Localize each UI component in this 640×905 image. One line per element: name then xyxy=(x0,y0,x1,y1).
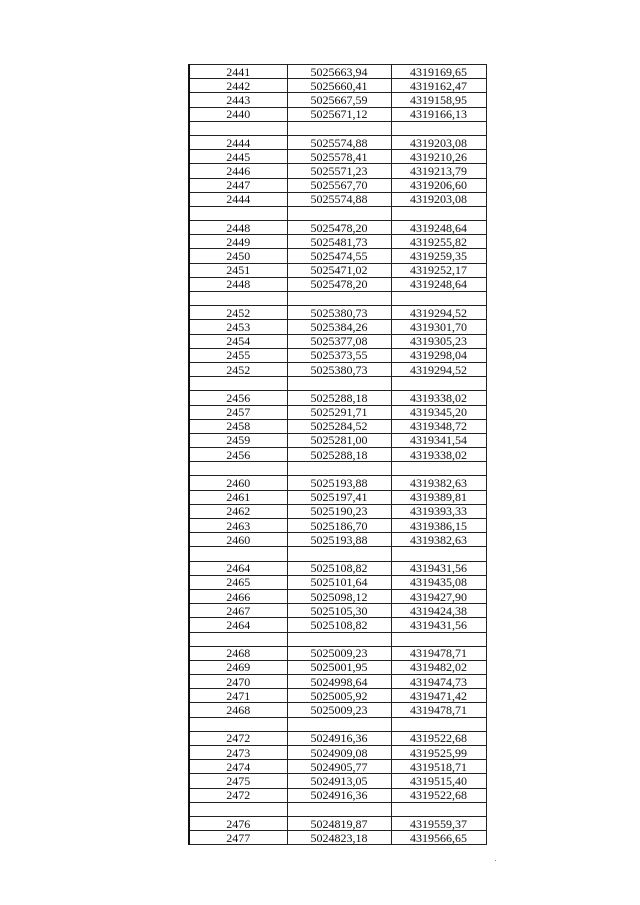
point-number-cell: 2459 xyxy=(189,433,287,447)
coordinates-table-body xyxy=(189,65,486,845)
y-coordinate-cell: 4319482,02 xyxy=(391,660,486,674)
x-coordinate-cell: 5025478,20 xyxy=(287,221,391,235)
x-coordinate-cell: 5024909,08 xyxy=(287,746,391,760)
x-coordinate-cell: 5025108,82 xyxy=(287,618,391,632)
table-row xyxy=(189,320,486,334)
y-coordinate-cell xyxy=(391,206,486,220)
point-number-cell: 2444 xyxy=(189,135,287,149)
y-coordinate-cell: 4319525,99 xyxy=(391,746,486,760)
y-coordinate-cell xyxy=(391,547,486,561)
x-coordinate-cell xyxy=(287,547,391,561)
y-coordinate-cell: 4319252,17 xyxy=(391,263,486,277)
point-number-cell: 2461 xyxy=(189,490,287,504)
x-coordinate-cell: 5025288,18 xyxy=(287,448,391,462)
point-number-cell: 2473 xyxy=(189,746,287,760)
y-coordinate-cell: 4319518,71 xyxy=(391,760,486,774)
table-row xyxy=(189,192,486,206)
y-coordinate-cell: 4319348,72 xyxy=(391,419,486,433)
y-coordinate-cell: 4319255,82 xyxy=(391,235,486,249)
separator-row xyxy=(189,632,486,646)
x-coordinate-cell: 5025105,30 xyxy=(287,604,391,618)
point-number-cell: 2472 xyxy=(189,788,287,802)
x-coordinate-cell: 5025101,64 xyxy=(287,575,391,589)
point-number-cell: 2442 xyxy=(189,79,287,93)
y-coordinate-cell: 4319294,52 xyxy=(391,362,486,376)
x-coordinate-cell: 5025291,71 xyxy=(287,405,391,419)
x-coordinate-cell xyxy=(287,802,391,816)
point-number-cell: 2471 xyxy=(189,689,287,703)
table-row xyxy=(189,249,486,263)
y-coordinate-cell: 4319478,71 xyxy=(391,703,486,717)
point-number-cell: 2450 xyxy=(189,249,287,263)
point-number-cell: 2464 xyxy=(189,618,287,632)
y-coordinate-cell: 4319389,81 xyxy=(391,490,486,504)
point-number-cell: 2460 xyxy=(189,476,287,490)
y-coordinate-cell: 4319382,63 xyxy=(391,476,486,490)
y-coordinate-cell: 4319566,65 xyxy=(391,831,486,845)
point-number-cell xyxy=(189,802,287,816)
x-coordinate-cell: 5025671,12 xyxy=(287,107,391,121)
y-coordinate-cell: 4319162,47 xyxy=(391,79,486,93)
y-coordinate-cell: 4319382,63 xyxy=(391,533,486,547)
point-number-cell: 2452 xyxy=(189,306,287,320)
x-coordinate-cell: 5025288,18 xyxy=(287,391,391,405)
table-row xyxy=(189,178,486,192)
x-coordinate-cell: 5025667,59 xyxy=(287,93,391,107)
x-coordinate-cell: 5024916,36 xyxy=(287,731,391,745)
point-number-cell: 2469 xyxy=(189,660,287,674)
table-row xyxy=(189,362,486,376)
point-number-cell xyxy=(189,377,287,391)
separator-row xyxy=(189,802,486,816)
table-row xyxy=(189,831,486,845)
point-number-cell xyxy=(189,632,287,646)
table-row xyxy=(189,788,486,802)
table-row xyxy=(189,490,486,504)
x-coordinate-cell: 5025571,23 xyxy=(287,164,391,178)
y-coordinate-cell xyxy=(391,802,486,816)
table-row xyxy=(189,618,486,632)
x-coordinate-cell: 5024823,18 xyxy=(287,831,391,845)
y-coordinate-cell xyxy=(391,292,486,306)
point-number-cell: 2463 xyxy=(189,519,287,533)
point-number-cell: 2462 xyxy=(189,504,287,518)
separator-row xyxy=(189,377,486,391)
y-coordinate-cell: 4319424,38 xyxy=(391,604,486,618)
x-coordinate-cell: 5025663,94 xyxy=(287,65,391,79)
point-number-cell: 2449 xyxy=(189,235,287,249)
y-coordinate-cell: 4319435,08 xyxy=(391,575,486,589)
table-row xyxy=(189,221,486,235)
table-row xyxy=(189,107,486,121)
point-number-cell xyxy=(189,121,287,135)
point-number-cell: 2458 xyxy=(189,419,287,433)
separator-row xyxy=(189,717,486,731)
x-coordinate-cell: 5025009,23 xyxy=(287,646,391,660)
x-coordinate-cell xyxy=(287,462,391,476)
x-coordinate-cell: 5025193,88 xyxy=(287,533,391,547)
y-coordinate-cell xyxy=(391,717,486,731)
x-coordinate-cell: 5025578,41 xyxy=(287,150,391,164)
point-number-cell xyxy=(189,292,287,306)
y-coordinate-cell: 4319169,65 xyxy=(391,65,486,79)
y-coordinate-cell xyxy=(391,462,486,476)
y-coordinate-cell xyxy=(391,377,486,391)
table-row xyxy=(189,93,486,107)
point-number-cell: 2453 xyxy=(189,320,287,334)
x-coordinate-cell xyxy=(287,377,391,391)
point-number-cell: 2466 xyxy=(189,589,287,603)
point-number-cell: 2445 xyxy=(189,150,287,164)
point-number-cell xyxy=(189,206,287,220)
table-row xyxy=(189,575,486,589)
separator-row xyxy=(189,121,486,135)
y-coordinate-cell: 4319341,54 xyxy=(391,433,486,447)
table-row xyxy=(189,433,486,447)
separator-row xyxy=(189,462,486,476)
point-number-cell: 2454 xyxy=(189,334,287,348)
x-coordinate-cell: 5024913,05 xyxy=(287,774,391,788)
table-row xyxy=(189,164,486,178)
point-number-cell: 2464 xyxy=(189,561,287,575)
table-row xyxy=(189,519,486,533)
table-row xyxy=(189,746,486,760)
separator-row xyxy=(189,547,486,561)
x-coordinate-cell: 5025009,23 xyxy=(287,703,391,717)
point-number-cell: 2441 xyxy=(189,65,287,79)
x-coordinate-cell xyxy=(287,292,391,306)
x-coordinate-cell: 5025281,00 xyxy=(287,433,391,447)
separator-row xyxy=(189,206,486,220)
table-row xyxy=(189,561,486,575)
x-coordinate-cell: 5025284,52 xyxy=(287,419,391,433)
table-row xyxy=(189,816,486,830)
y-coordinate-cell: 4319298,04 xyxy=(391,348,486,362)
y-coordinate-cell: 4319213,79 xyxy=(391,164,486,178)
table-row xyxy=(189,774,486,788)
x-coordinate-cell xyxy=(287,206,391,220)
table-row xyxy=(189,348,486,362)
x-coordinate-cell: 5025193,88 xyxy=(287,476,391,490)
y-coordinate-cell: 4319158,95 xyxy=(391,93,486,107)
y-coordinate-cell: 4319427,90 xyxy=(391,589,486,603)
y-coordinate-cell: 4319345,20 xyxy=(391,405,486,419)
x-coordinate-cell: 5025190,23 xyxy=(287,504,391,518)
table-row xyxy=(189,660,486,674)
coordinates-table xyxy=(188,64,487,845)
point-number-cell: 2443 xyxy=(189,93,287,107)
x-coordinate-cell: 5025474,55 xyxy=(287,249,391,263)
y-coordinate-cell: 4319515,40 xyxy=(391,774,486,788)
y-coordinate-cell: 4319294,52 xyxy=(391,306,486,320)
table-row xyxy=(189,150,486,164)
table-row xyxy=(189,135,486,149)
y-coordinate-cell: 4319203,08 xyxy=(391,135,486,149)
x-coordinate-cell: 5025380,73 xyxy=(287,306,391,320)
point-number-cell: 2476 xyxy=(189,816,287,830)
table-row xyxy=(189,263,486,277)
x-coordinate-cell: 5025098,12 xyxy=(287,589,391,603)
y-coordinate-cell: 4319338,02 xyxy=(391,448,486,462)
point-number-cell: 2446 xyxy=(189,164,287,178)
y-coordinate-cell: 4319248,64 xyxy=(391,277,486,291)
x-coordinate-cell xyxy=(287,717,391,731)
y-coordinate-cell: 4319474,73 xyxy=(391,675,486,689)
table-row xyxy=(189,476,486,490)
point-number-cell: 2457 xyxy=(189,405,287,419)
x-coordinate-cell xyxy=(287,632,391,646)
point-number-cell: 2465 xyxy=(189,575,287,589)
y-coordinate-cell: 4319478,71 xyxy=(391,646,486,660)
table-row xyxy=(189,675,486,689)
x-coordinate-cell: 5024819,87 xyxy=(287,816,391,830)
x-coordinate-cell: 5025108,82 xyxy=(287,561,391,575)
scan-speck xyxy=(495,860,496,861)
point-number-cell: 2440 xyxy=(189,107,287,121)
x-coordinate-cell: 5024998,64 xyxy=(287,675,391,689)
y-coordinate-cell: 4319522,68 xyxy=(391,731,486,745)
y-coordinate-cell: 4319248,64 xyxy=(391,221,486,235)
y-coordinate-cell: 4319431,56 xyxy=(391,561,486,575)
x-coordinate-cell: 5025001,95 xyxy=(287,660,391,674)
y-coordinate-cell: 4319203,08 xyxy=(391,192,486,206)
y-coordinate-cell: 4319338,02 xyxy=(391,391,486,405)
point-number-cell: 2475 xyxy=(189,774,287,788)
point-number-cell xyxy=(189,717,287,731)
x-coordinate-cell: 5025567,70 xyxy=(287,178,391,192)
y-coordinate-cell: 4319386,15 xyxy=(391,519,486,533)
x-coordinate-cell: 5025377,08 xyxy=(287,334,391,348)
y-coordinate-cell: 4319301,70 xyxy=(391,320,486,334)
x-coordinate-cell: 5024916,36 xyxy=(287,788,391,802)
table-row xyxy=(189,731,486,745)
point-number-cell: 2448 xyxy=(189,277,287,291)
table-row xyxy=(189,504,486,518)
point-number-cell: 2477 xyxy=(189,831,287,845)
point-number-cell: 2448 xyxy=(189,221,287,235)
y-coordinate-cell: 4319471,42 xyxy=(391,689,486,703)
table-row xyxy=(189,689,486,703)
y-coordinate-cell: 4319522,68 xyxy=(391,788,486,802)
point-number-cell: 2451 xyxy=(189,263,287,277)
table-row xyxy=(189,448,486,462)
table-row xyxy=(189,334,486,348)
point-number-cell: 2460 xyxy=(189,533,287,547)
y-coordinate-cell xyxy=(391,121,486,135)
point-number-cell: 2470 xyxy=(189,675,287,689)
table-row xyxy=(189,533,486,547)
x-coordinate-cell: 5025660,41 xyxy=(287,79,391,93)
point-number-cell: 2444 xyxy=(189,192,287,206)
x-coordinate-cell: 5025197,41 xyxy=(287,490,391,504)
y-coordinate-cell: 4319431,56 xyxy=(391,618,486,632)
x-coordinate-cell: 5025384,26 xyxy=(287,320,391,334)
x-coordinate-cell xyxy=(287,121,391,135)
y-coordinate-cell: 4319559,37 xyxy=(391,816,486,830)
y-coordinate-cell: 4319393,33 xyxy=(391,504,486,518)
x-coordinate-cell: 5025380,73 xyxy=(287,362,391,376)
y-coordinate-cell: 4319305,23 xyxy=(391,334,486,348)
point-number-cell: 2456 xyxy=(189,448,287,462)
x-coordinate-cell: 5025005,92 xyxy=(287,689,391,703)
x-coordinate-cell: 5025574,88 xyxy=(287,192,391,206)
point-number-cell: 2472 xyxy=(189,731,287,745)
point-number-cell: 2468 xyxy=(189,646,287,660)
point-number-cell xyxy=(189,462,287,476)
y-coordinate-cell xyxy=(391,632,486,646)
point-number-cell: 2468 xyxy=(189,703,287,717)
separator-row xyxy=(189,292,486,306)
table-row xyxy=(189,306,486,320)
table-row xyxy=(189,419,486,433)
point-number-cell: 2452 xyxy=(189,362,287,376)
table-row xyxy=(189,391,486,405)
y-coordinate-cell: 4319210,26 xyxy=(391,150,486,164)
table-row xyxy=(189,65,486,79)
table-row xyxy=(189,646,486,660)
x-coordinate-cell: 5024905,77 xyxy=(287,760,391,774)
point-number-cell: 2456 xyxy=(189,391,287,405)
x-coordinate-cell: 5025186,70 xyxy=(287,519,391,533)
x-coordinate-cell: 5025481,73 xyxy=(287,235,391,249)
table-row xyxy=(189,277,486,291)
point-number-cell: 2467 xyxy=(189,604,287,618)
table-row xyxy=(189,235,486,249)
table-row xyxy=(189,79,486,93)
y-coordinate-cell: 4319259,35 xyxy=(391,249,486,263)
y-coordinate-cell: 4319166,13 xyxy=(391,107,486,121)
table-row xyxy=(189,604,486,618)
table-row xyxy=(189,405,486,419)
point-number-cell: 2455 xyxy=(189,348,287,362)
point-number-cell: 2447 xyxy=(189,178,287,192)
x-coordinate-cell: 5025478,20 xyxy=(287,277,391,291)
table-row xyxy=(189,703,486,717)
point-number-cell xyxy=(189,547,287,561)
x-coordinate-cell: 5025373,55 xyxy=(287,348,391,362)
table-row xyxy=(189,760,486,774)
x-coordinate-cell: 5025574,88 xyxy=(287,135,391,149)
y-coordinate-cell: 4319206,60 xyxy=(391,178,486,192)
x-coordinate-cell: 5025471,02 xyxy=(287,263,391,277)
table-row xyxy=(189,589,486,603)
point-number-cell: 2474 xyxy=(189,760,287,774)
